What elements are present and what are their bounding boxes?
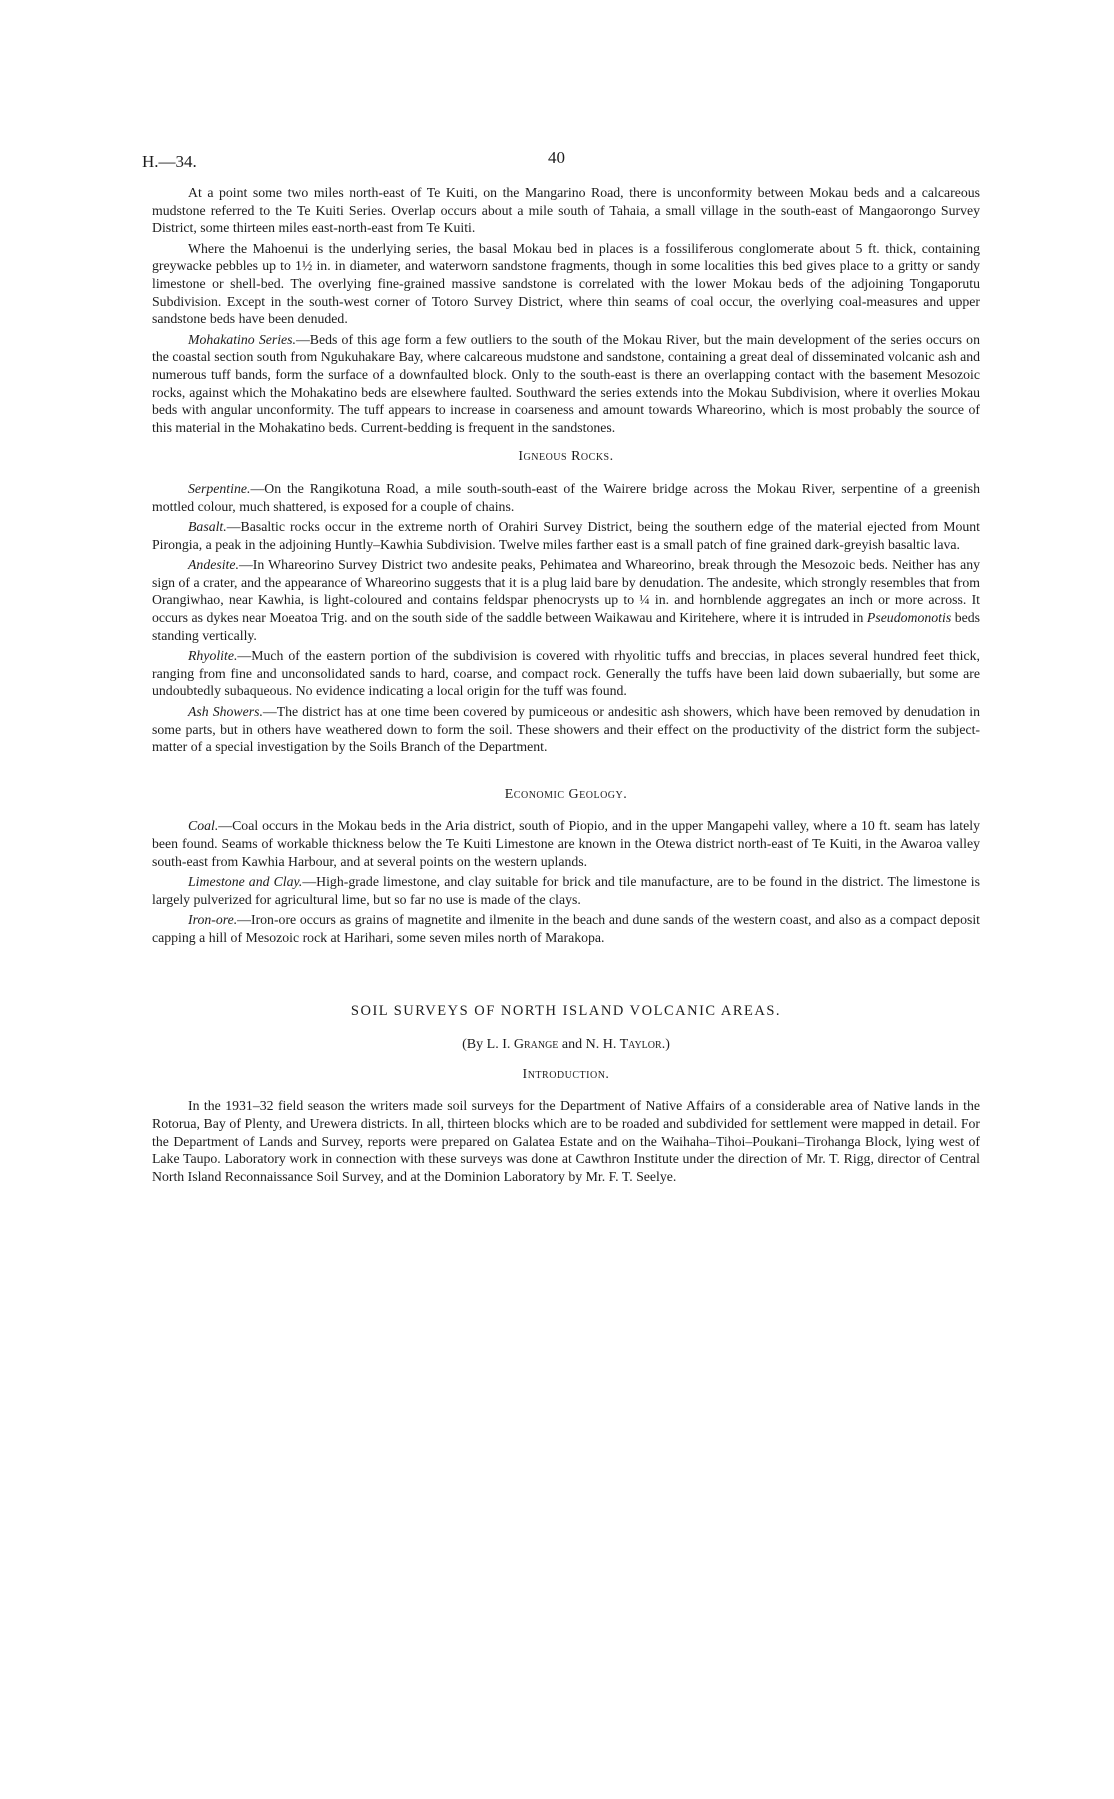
paragraph-unconformity: At a point some two miles north-east of Te Kuiti, on the Mangarino Road, there is unconformity between Mokau beds and a calcareous mudstone referred to the Te Kuiti Series. Overlap occurs about a mile south of Tahaia, a small village in the south-east of Mangaorongo Survey District, some thirteen miles east-north-east from Te Kuiti. xyxy=(152,185,980,236)
paragraph-text: —Beds of this age form a few outliers to the south of the Mokau River, but the main development of the series occurs on the coastal section south from Ngukuhakare Bay, where calcareous mudstone and sandstone, containing a great deal of disseminated volcanic ash and numerous tuff bands, form the surface of a downfaulted block. Only to the south-east is there an overlapping contact with the basement Mesozoic rocks, against which the Mohakatino beds are elsewhere faulted. Southward the series extends into the Mokau Subdivision, where it overlies Mokau beds with angular unconformity. The tuff appears to increase in coarseness and amount towards Whareorino, which is most probably the source of this material in the Mohakatino beds. Current-bedding is frequent in the sandstones. xyxy=(152,331,980,435)
paragraph-text: —Coal occurs in the Mokau beds in the Aria district, south of Piopio, and in the upper Mangapehi valley, where a 10 ft. seam has lately been found. Seams of workable thickness below the Te Kuiti Limestone are known in the Otewa district north-east of Te Kuiti, in the Awaroa valley south-east from Kawhia Harbour, and at several points on the western uplands. xyxy=(152,818,980,869)
page-number: 40 xyxy=(548,148,565,167)
paragraph-label: Ash Showers. xyxy=(188,704,263,720)
author-grange: L. I. Grange xyxy=(486,1037,559,1053)
paragraph-text: beds standing vertically. xyxy=(152,610,980,643)
paragraph-introduction: In the 1931–32 field season the writers made soil surveys for the Department of Native Affairs of a considerable area of Native lands in the Rotorua, Bay of Plenty, and Urewera districts. In all, thirteen blocks which are to be roaded and subdivided for settlement were mapped in detail. For the Department of Lands and Survey, reports were prepared on Galatea Estate and on the Waihaha–Tihoi–Poukani–Tirohanga Block, lying west of Lake Taupo. Laboratory work in connection with these surveys was done at Cawthron Institute under the direction of Mr. T. Rigg, director of Central North Island Reconnaissance Soil Survey, and at the Dominion Laboratory by Mr. F. T. Seelye. xyxy=(152,1098,980,1184)
byline-open: (By xyxy=(462,1037,487,1053)
paragraph-andesite xyxy=(152,556,980,644)
report-reference: H.—34. xyxy=(142,152,197,171)
paragraph-text: —Much of the eastern portion of the subdivision is covered with rhyolitic tuffs and breccias, in places several hundred feet thick, ranging from fine and unconsolidated sands to hard, coarse, and compact rock. Generally the tuffs have been laid down subaerially, but some are undoubtedly subaqueous. No evidence indicating a local origin for the tuff was found. xyxy=(152,648,980,699)
paragraph-label: Basalt. xyxy=(188,519,227,535)
paragraph-limestone-clay xyxy=(152,873,980,908)
paragraph-text: —The district has at one time been covered by pumiceous or andesitic ash showers, which have been removed by denudation in some parts, but in others have weathered down to form the soil. These showers and their effect on the productivity of the district form the subject-matter of a special investigation by the Soils Branch of the Department. xyxy=(152,704,980,755)
paragraph-label: Andesite. xyxy=(188,557,239,573)
paragraph-text: —In Whareorino Survey District two andesite peaks, Pehimatea and Whareorino, break through the Mesozoic beds. Neither has any sign of a crater, and the appearance of Whareorino suggests that it is a plug laid bare by denudation. The andesite, which strongly resembles that from Orangiwhao, near Kawhia, is light-coloured and contains feldspar phenocrysts up to ¼ in. and hornblende aggregates an inch or more across. It occurs as dykes near Moeatoa Trig. and on the south side of the saddle between Waikawau and Kiritehere, where it is intruded in xyxy=(152,557,980,626)
paragraph-iron-ore xyxy=(152,911,980,946)
paragraph-text: —On the Rangikotuna Road, a mile south-south-east of the Wairere bridge across the Mokau River, serpentine of a greenish mottled colour, much shattered, is exposed for a couple of chains. xyxy=(152,480,980,514)
paragraph-mohakatino xyxy=(152,331,980,437)
byline xyxy=(152,1036,980,1054)
paragraph-serpentine xyxy=(152,480,980,515)
page-header xyxy=(0,148,1114,172)
author-taylor: N. H. Taylor xyxy=(585,1037,662,1053)
heading-economic-geology: Economic Geology. xyxy=(504,786,628,802)
heading-igneous-rocks: Igneous Rocks. xyxy=(518,449,614,465)
paragraph-text: —Basaltic rocks occur in the extreme north of Orahiri Survey District, being the southern edge of the material ejected from Mount Pirongia, a peak in the adjoining Huntly–Kawhia Subdivision. Twelve miles farther east is a small patch of fine grained dark-greyish basaltic lava. xyxy=(152,519,980,552)
byline-close: .) xyxy=(661,1037,670,1053)
paragraph-text: —High-grade limestone, and clay suitable for brick and tile manufacture, are to be found in the district. The limestone is largely pulverized for agricultural lime, but so far no use is made of the clays. xyxy=(152,874,980,907)
paragraph-ash-showers xyxy=(152,703,980,756)
page-body xyxy=(152,184,980,1188)
fossil-name: Pseudomonotis xyxy=(866,610,952,626)
paragraph-label: Serpentine. xyxy=(188,480,251,496)
paragraph-label: Coal. xyxy=(188,818,219,834)
paragraph-mahoenui: Where the Mahoenui is the underlying series, the basal Mokau bed in places is a fossiliferous conglomerate about 5 ft. thick, containing greywacke pebbles up to 1½ in. in diameter, and waterworn sandstone fragments, though in some localities this bed gives place to a gritty or sandy limestone or shell-bed. The overlying fine-grained massive sandstone is correlated with the lower Mokau beds of the adjoining Tongaporutu Subdivision. Except in the south-west corner of Totoro Survey District, where thin seams of coal occur, the overlying coal-measures and upper sandstone beds have been denuded. xyxy=(152,240,980,327)
paragraph-label: Limestone and Clay. xyxy=(188,874,303,890)
paragraph-rhyolite xyxy=(152,647,980,700)
paragraph-basalt xyxy=(152,518,980,553)
article-title: SOIL SURVEYS OF NORTH ISLAND VOLCANIC AREAS. xyxy=(350,1002,782,1019)
heading-introduction: Introduction. xyxy=(522,1066,610,1082)
paragraph-label: Rhyolite. xyxy=(188,648,238,664)
paragraph-coal xyxy=(152,817,980,870)
paragraph-text: —Iron-ore occurs as grains of magnetite and ilmenite in the beach and dune sands of the western coast, and also as a compact deposit capping a hill of Mesozoic rock at Harihari, some seven miles north of Marakopa. xyxy=(152,912,980,945)
byline-and: and xyxy=(558,1037,586,1053)
paragraph-label: Iron-ore. xyxy=(188,912,238,928)
paragraph-label: Mohakatino Series. xyxy=(188,331,296,347)
